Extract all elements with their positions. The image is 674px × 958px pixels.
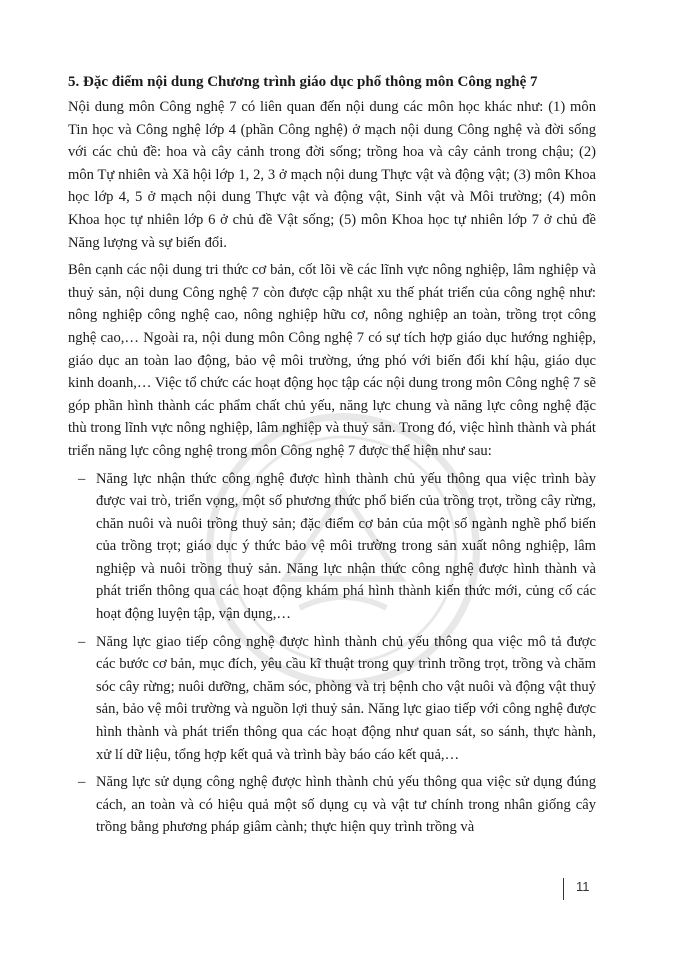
list-item-text: Năng lực sử dụng công nghệ được hình thành chủ yếu thông qua việc sử dụng đúng cách, an toàn và có hiệu quả một số dụng cụ và vật tư chính trong nhân giống cây trồng bằng phương pháp giâm cành; thực hiện quy trình trồng và	[96, 774, 596, 836]
paragraph-content-overview: Bên cạnh các nội dung tri thức cơ bản, cốt lõi về các lĩnh vực nông nghiệp, lâm nghiệp và thuỷ sản, nội dung Công nghệ 7 còn được cập nhật xu thế phát triển của công nghệ như: nông nghiệp công nghệ cao, nông nghiệp hữu cơ, nông nghiệp an toàn, trồng trọt công nghệ cao,… Ngoài ra, nội dung môn Công nghệ 7 có sự tích hợp giáo dục hướng nghiệp, giáo dục an toàn lao động, bảo vệ môi trường, ứng phó với biến đổi khí hậu, giáo dục kinh doanh,… Việc tổ chức các hoạt động học tập các nội dung trong môn Công nghệ 7 sẽ góp phần hình thành các phẩm chất chủ yếu, năng lực chung và năng lực công nghệ đặc thù trong lĩnh vực nông nghiệp, lâm nghiệp và thuỷ sản. Trong đó, việc hình thành và phát triển năng lực công nghệ trong môn Công nghệ 7 được thể hiện như sau:	[68, 262, 596, 459]
list-item	[68, 468, 596, 626]
document-page	[68, 70, 596, 844]
competency-list	[68, 468, 596, 840]
footer-divider	[563, 878, 564, 900]
dash-marker: –	[78, 633, 86, 650]
list-item-text: Năng lực giao tiếp công nghệ được hình thành chủ yếu thông qua việc mô tả được các bước cơ bản, mục đích, yêu cầu kĩ thuật trong quy trình trồng trọt, trồng và chăm sóc cây rừng; nuôi dưỡng, chăm sóc, phòng và trị bệnh cho vật nuôi và động vật thuỷ sản, bảo vệ môi trường và nguồn lợi thuỷ sản. Năng lực giao tiếp với công nghệ được hình thành và phát triển thông qua các hoạt động như quan sát, so sánh, thực hành, xử lí dữ liệu, tổng hợp kết quả và trình bày báo cáo kết quả,…	[96, 633, 596, 763]
list-item	[68, 631, 596, 767]
section-heading: 5. Đặc điểm nội dung Chương trình giáo dục phổ thông môn Công nghệ 7	[68, 74, 538, 90]
dash-marker: –	[78, 470, 86, 487]
dash-marker: –	[78, 774, 86, 791]
page-number: 11	[576, 879, 590, 894]
paragraph-related-subjects: Nội dung môn Công nghệ 7 có liên quan đến nội dung các môn học khác như: (1) môn Tin học và Công nghệ lớp 4 (phần Công nghệ) ở mạch nội dung Công nghệ và đời sống với các chủ đề: hoa và cây cảnh trong đời sống; trồng hoa và cây cảnh trong chậu; (2) môn Tự nhiên và Xã hội lớp 1, 2, 3 ở mạch nội dung Thực vật và động vật; (3) môn Khoa học lớp 4, 5 ở mạch nội dung Thực vật và động vật, Sinh vật và Môi trường; (4) môn Khoa học tự nhiên lớp 6 ở chủ đề Vật sống; (5) môn Khoa học tự nhiên lớp 7 ở chủ đề Năng lượng và sự biến đổi.	[68, 99, 596, 251]
list-item-text: Năng lực nhận thức công nghệ được hình thành chủ yếu thông qua việc trình bày được vai trò, triển vọng, một số phương thức phổ biến của trồng trọt, trồng cây rừng, chăn nuôi và nuôi trồng thuỷ sản; đặc điểm cơ bản của một số ngành nghề phổ biến của trồng trọt; giáo dục ý thức bảo vệ môi trường trong sản xuất nông nghiệp, lâm nghiệp và nuôi trồng thuỷ sản. Năng lực nhận thức công nghệ được hình thành và phát triển thông qua các hoạt động khám phá hình thành kiến thức mới, củng cố các hoạt động luyện tập, vận dụng,…	[96, 470, 596, 623]
list-item	[68, 771, 596, 839]
